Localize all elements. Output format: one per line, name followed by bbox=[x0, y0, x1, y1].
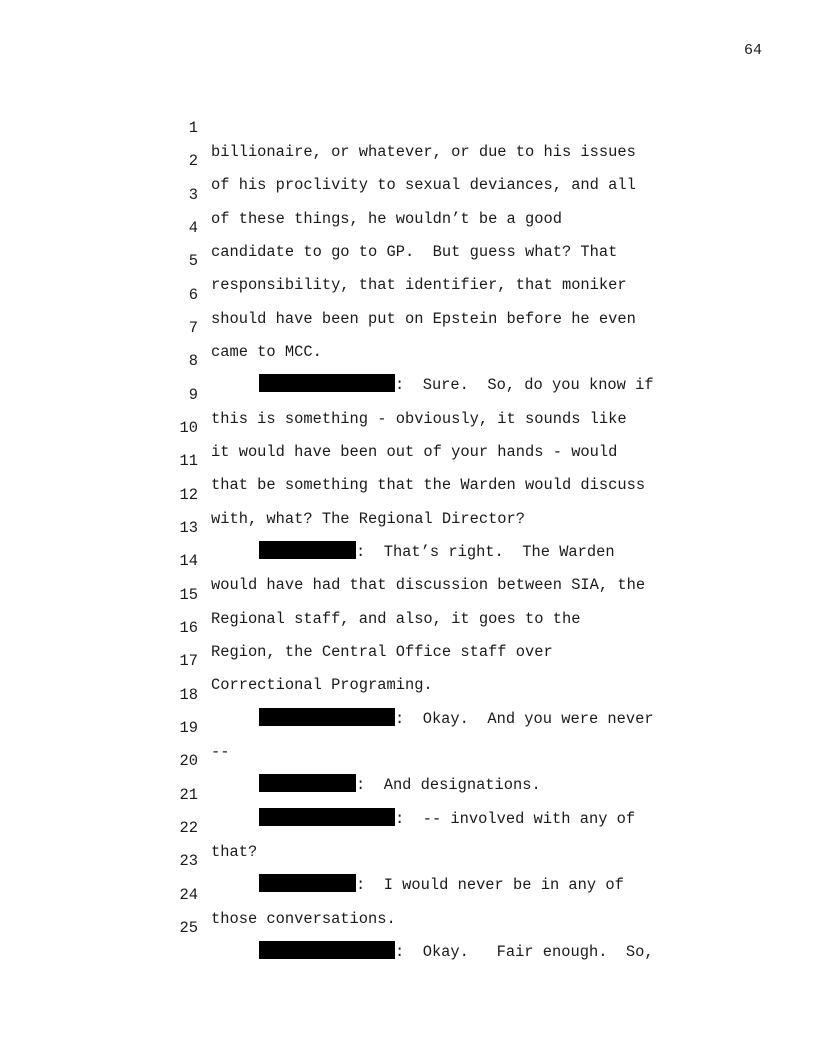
line-number: 14 bbox=[179, 552, 198, 571]
line-number: 17 bbox=[179, 652, 198, 671]
line-text: : -- involved with any of bbox=[395, 809, 636, 828]
line-text: Regional staff, and also, it goes to the bbox=[211, 609, 581, 628]
line-text: : Okay. Fair enough. So, bbox=[395, 942, 654, 961]
line-text: that be something that the Warden would discuss bbox=[211, 476, 646, 495]
line-text: it would have been out of your hands - would bbox=[211, 442, 618, 461]
transcript-line bbox=[0, 159, 816, 228]
line-number: 24 bbox=[179, 885, 198, 904]
line-text: should have been put on Epstein before he even bbox=[211, 309, 636, 328]
transcript-line bbox=[0, 892, 816, 961]
transcript-line bbox=[0, 592, 816, 661]
transcript-line bbox=[0, 125, 816, 195]
line-text: candidate to go to GP. But guess what? That bbox=[211, 242, 618, 261]
transcript-line bbox=[0, 292, 816, 361]
line-number: 20 bbox=[179, 752, 198, 771]
line-number: 21 bbox=[179, 785, 198, 804]
line-number: 9 bbox=[188, 385, 198, 404]
line-text: came to MCC. bbox=[211, 342, 322, 361]
line-number: 11 bbox=[179, 452, 198, 471]
page-number: 64 bbox=[743, 42, 762, 59]
transcript-line bbox=[0, 392, 816, 461]
line-number: 12 bbox=[179, 485, 198, 504]
line-number: 25 bbox=[179, 918, 198, 937]
line-text: of these things, he wouldn’t be a good bbox=[211, 209, 562, 228]
line-number: 13 bbox=[179, 518, 198, 537]
line-text: : Sure. So, do you know if bbox=[395, 376, 654, 395]
line-number: 23 bbox=[179, 852, 198, 871]
line-number: 19 bbox=[179, 718, 198, 737]
transcript-body bbox=[0, 92, 816, 961]
line-text: : That’s right. The Warden bbox=[356, 542, 615, 561]
transcript-line bbox=[0, 325, 816, 395]
line-number: 1 bbox=[188, 119, 198, 137]
line-number: 6 bbox=[188, 285, 198, 304]
redaction-bar bbox=[259, 941, 395, 959]
line-text: : And designations. bbox=[356, 776, 541, 795]
line-text: with, what? The Regional Director? bbox=[211, 509, 526, 528]
line-text: : I would never be in any of bbox=[356, 876, 624, 895]
transcript-line bbox=[0, 225, 816, 295]
line-number: 22 bbox=[179, 818, 198, 837]
line-number: 10 bbox=[179, 418, 198, 437]
line-text: that? bbox=[211, 842, 258, 861]
transcript-line bbox=[0, 192, 816, 261]
line-text: of his proclivity to sexual deviances, and all bbox=[211, 176, 636, 195]
line-number: 15 bbox=[179, 585, 198, 604]
line-number: 2 bbox=[188, 152, 198, 171]
line-text: Region, the Central Office staff over bbox=[211, 642, 553, 661]
line-text: responsibility, that identifier, that moniker bbox=[211, 276, 627, 295]
line-text: billionaire, or whatever, or due to his issues bbox=[211, 143, 636, 161]
line-number: 16 bbox=[179, 618, 198, 637]
line-number: 18 bbox=[179, 685, 198, 704]
line-number: 8 bbox=[188, 352, 198, 371]
line-text: those conversations. bbox=[211, 909, 396, 928]
line-number: 4 bbox=[188, 218, 198, 237]
line-text: : Okay. And you were never bbox=[395, 709, 654, 728]
line-text: Correctional Programing. bbox=[211, 676, 433, 695]
line-text: would have had that discussion between SIA, the bbox=[211, 576, 646, 595]
transcript-line bbox=[0, 92, 816, 161]
transcript-line bbox=[0, 792, 816, 861]
transcript-line bbox=[0, 492, 816, 561]
speaker-turn bbox=[259, 940, 654, 964]
line-number: 3 bbox=[188, 185, 198, 204]
line-number: 5 bbox=[188, 252, 198, 271]
transcript-line bbox=[0, 692, 816, 761]
line-text: this is something - obviously, it sounds like bbox=[211, 409, 627, 428]
transcript-line bbox=[0, 259, 816, 328]
line-text: -- bbox=[211, 742, 230, 761]
line-number: 7 bbox=[188, 318, 198, 337]
